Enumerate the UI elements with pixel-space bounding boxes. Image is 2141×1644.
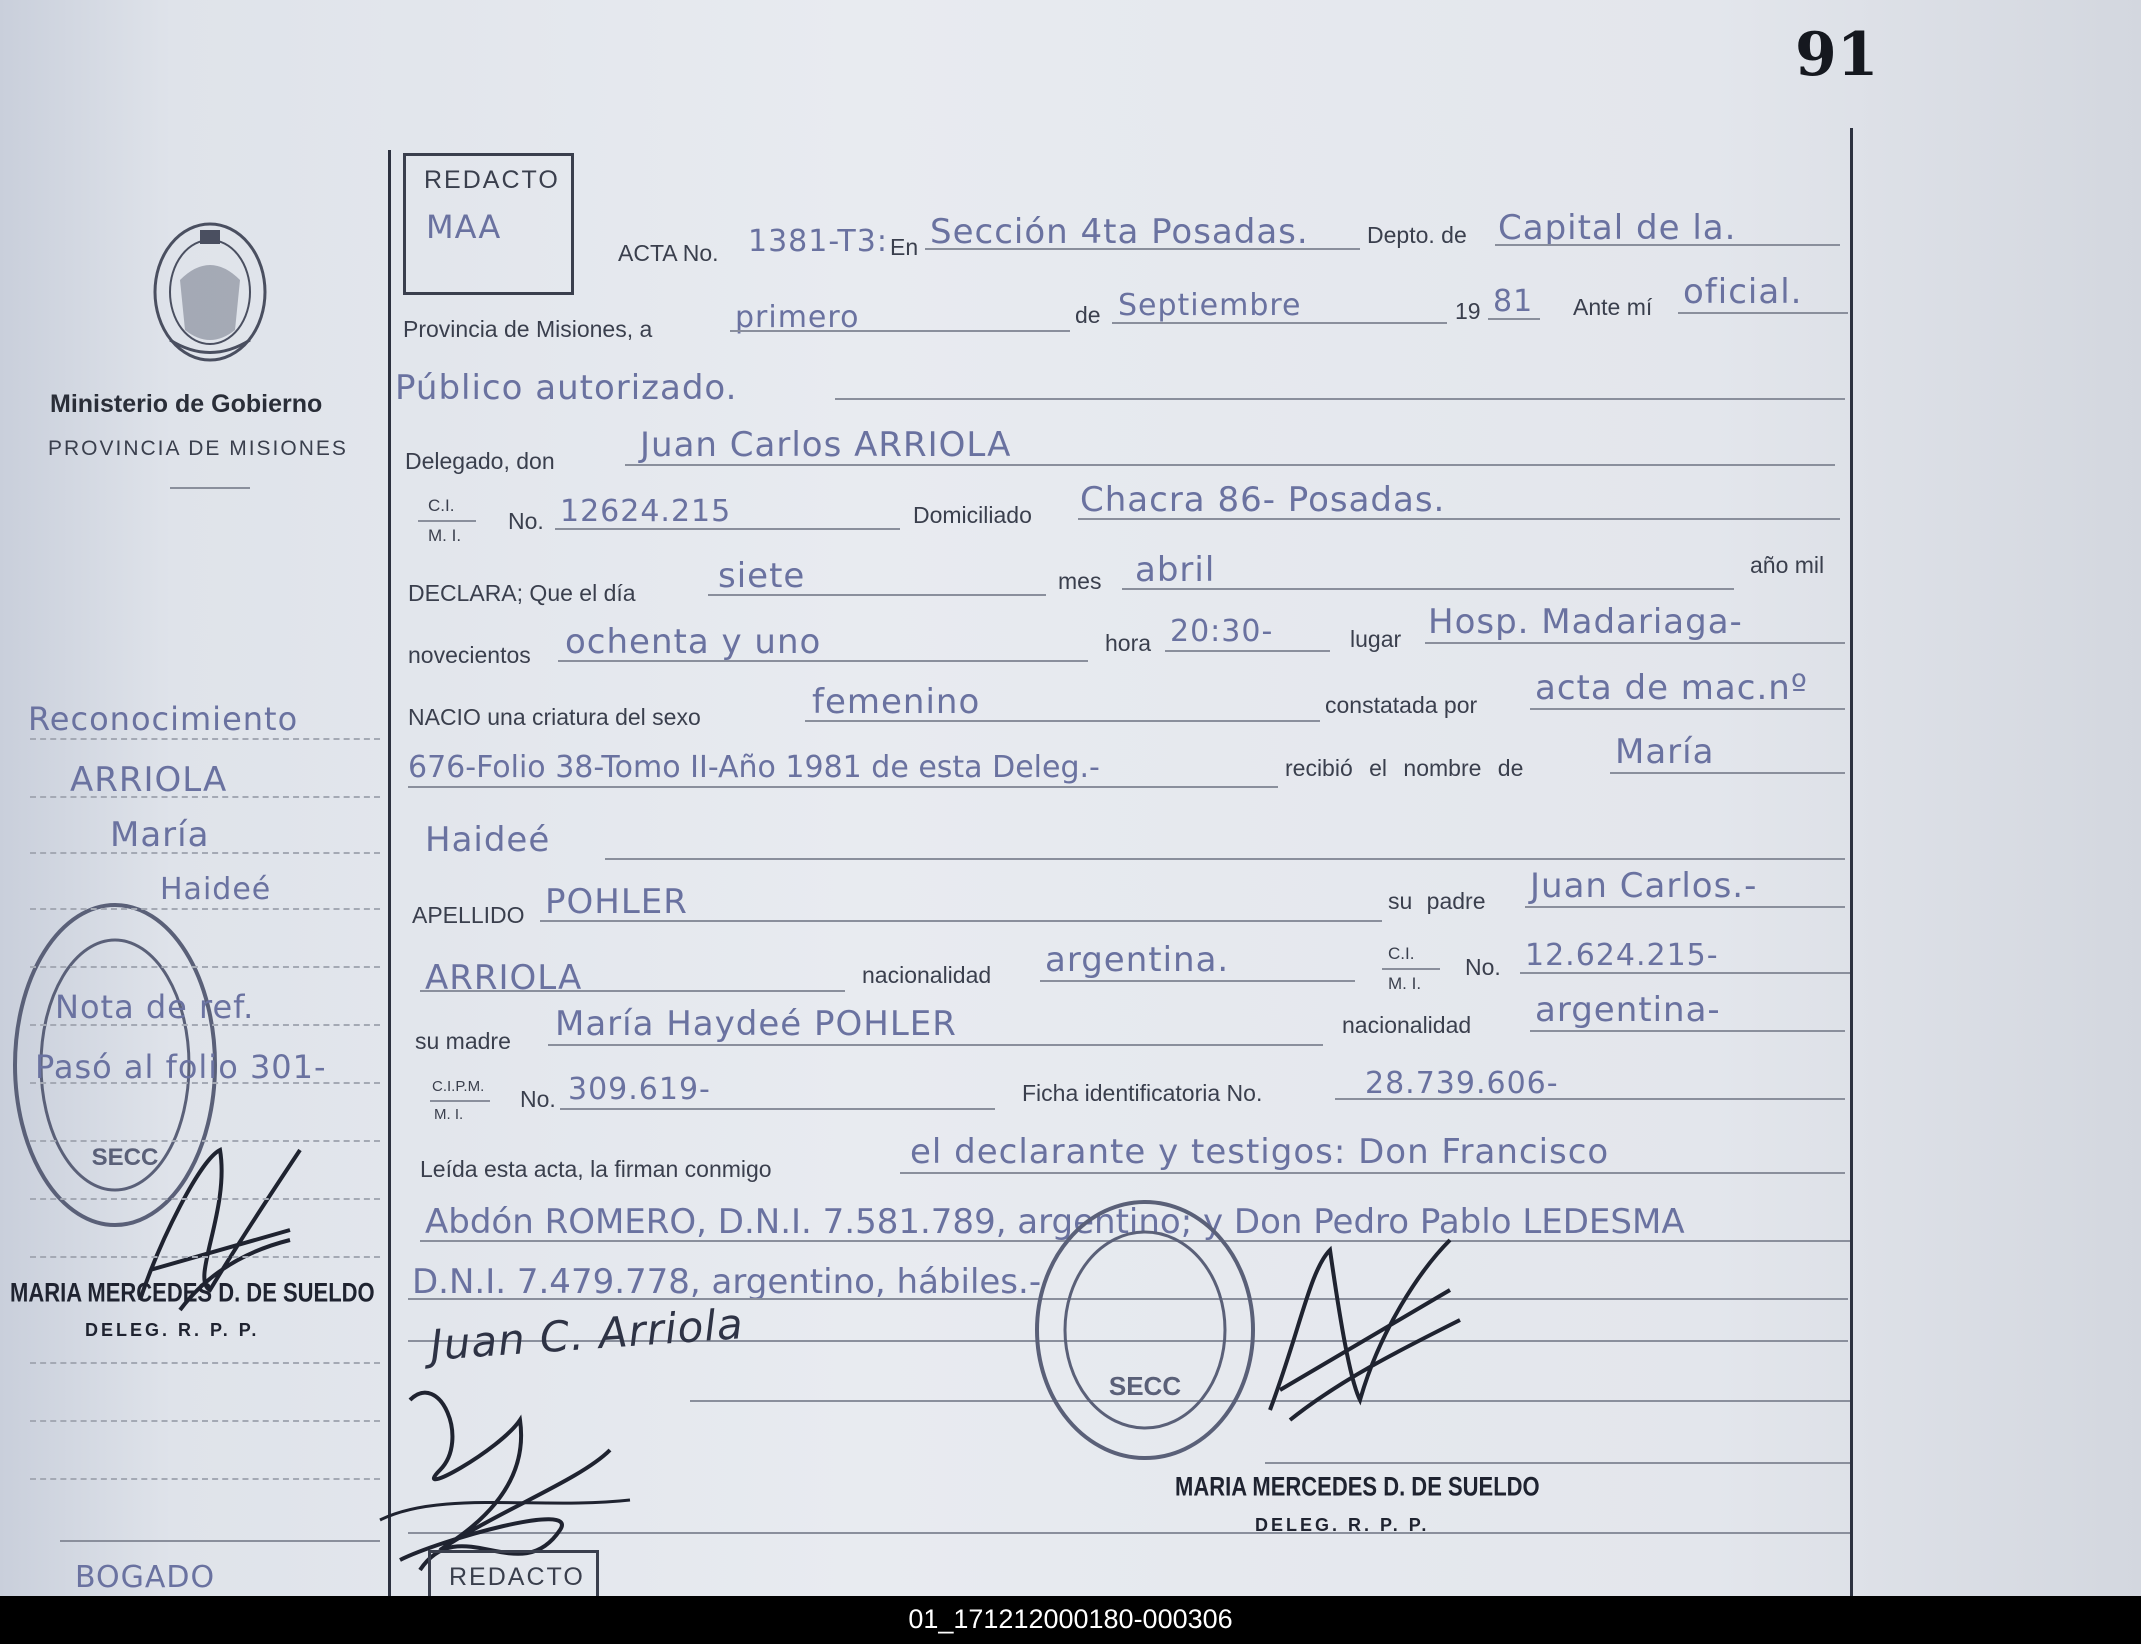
acta-value: 1381-T3: xyxy=(748,224,888,259)
delegate-name-stamp-left: MARIA MERCEDES D. DE SUELDO xyxy=(10,1277,375,1308)
nombre-value: María xyxy=(1615,732,1715,772)
registry-stamp-icon xyxy=(1030,1195,1260,1465)
testigo-2: D.N.I. 7.479.778, argentino, hábiles.- xyxy=(412,1262,1042,1302)
rule xyxy=(555,528,900,530)
ficha-value: 28.739.606- xyxy=(1365,1066,1559,1101)
mes-value: Septiembre xyxy=(1118,288,1302,323)
rule xyxy=(1265,1462,1850,1464)
scan-id-footer xyxy=(0,1596,2141,1644)
rule xyxy=(30,738,380,740)
padre-nacionalidad-label: nacionalidad xyxy=(862,962,992,988)
rule xyxy=(1112,322,1447,324)
margin-note-2: ARRIOLA xyxy=(70,760,228,800)
delegado-label: Delegado, don xyxy=(405,448,555,474)
rule xyxy=(30,1256,380,1258)
coat-of-arms-icon xyxy=(140,220,280,370)
testigo-1: Abdón ROMERO, D.N.I. 7.581.789, argentino; y Don Pedro Pablo LEDESMA xyxy=(425,1202,1685,1242)
mes-label: mes xyxy=(1058,568,1102,594)
en-value: Sección 4ta Posadas. xyxy=(930,212,1309,252)
delegado-value: Juan Carlos ARRIOLA xyxy=(640,425,1012,465)
madre-no-label: No. xyxy=(520,1086,556,1112)
novecientos-value: ochenta y uno xyxy=(565,622,822,662)
domicilio-value: Chacra 86- Posadas. xyxy=(1080,480,1446,520)
en-label: En xyxy=(890,234,919,260)
rule xyxy=(625,464,1835,466)
margin-note-3: María xyxy=(110,815,210,855)
declara-label: DECLARA; Que el día xyxy=(408,580,636,606)
scan-id-text: 01_171212000180-000306 xyxy=(908,1604,1233,1634)
rule xyxy=(420,990,845,992)
padre-apellido: ARRIOLA xyxy=(425,958,583,998)
rule xyxy=(1122,588,1734,590)
rule xyxy=(30,966,380,968)
year-prefix: 19 xyxy=(1455,298,1481,324)
rule xyxy=(1530,1030,1845,1032)
rule xyxy=(408,786,1278,788)
padre-id-type-top: C.I. xyxy=(1388,944,1415,963)
province-title: PROVINCIA DE MISIONES xyxy=(48,437,348,460)
apellido-label: APELLIDO xyxy=(412,902,525,928)
applicant-signature: Juan C. Arriola xyxy=(428,1299,746,1370)
rule xyxy=(1610,772,1845,774)
redacto-label: REDACTO xyxy=(424,166,560,194)
ante-value: oficial. xyxy=(1683,272,1803,312)
rule xyxy=(430,1100,490,1102)
rule xyxy=(1530,708,1845,710)
depto-label: Depto. de xyxy=(1367,222,1467,248)
rule xyxy=(60,1540,380,1542)
rule xyxy=(548,1044,1323,1046)
rule xyxy=(30,1420,380,1422)
nombre-cont: Haideé xyxy=(425,820,551,860)
delegate-title-stamp-left: DELEG. R. P. P. xyxy=(85,1320,260,1340)
ministry-title: Ministerio de Gobierno xyxy=(50,390,323,418)
anio-label: año mil xyxy=(1750,552,1825,578)
margin-note-4: Haideé xyxy=(160,872,272,907)
rule xyxy=(30,1362,380,1364)
rule xyxy=(30,796,380,798)
depto-value: Capital de la. xyxy=(1498,208,1737,248)
signature-scribble-right xyxy=(1250,1230,1470,1430)
rule xyxy=(30,852,380,854)
declara-dia-value: siete xyxy=(718,556,806,596)
rule xyxy=(1382,968,1440,970)
rule xyxy=(708,594,1046,596)
padre-id-value: 12.624.215- xyxy=(1525,938,1719,973)
margin-note-1: Reconocimiento xyxy=(28,700,299,738)
hora-value: 20:30- xyxy=(1170,614,1274,649)
acta-label: ACTA No. xyxy=(618,240,719,266)
madre-label: su madre xyxy=(415,1028,511,1054)
madre-id-value: 309.619- xyxy=(568,1072,711,1107)
redacto-box xyxy=(403,153,574,295)
rule xyxy=(730,330,1070,332)
leida-value: el declarante y testigos: Don Francisco xyxy=(910,1132,1610,1172)
margin-note-6: Pasó al folio 301- xyxy=(35,1048,327,1086)
padre-nac-value: argentina. xyxy=(1045,940,1230,980)
rule xyxy=(560,1108,995,1110)
domicilio-label: Domiciliado xyxy=(913,502,1032,528)
rule xyxy=(1040,980,1355,982)
ficha-label: Ficha identificatoria No. xyxy=(1022,1080,1263,1106)
margin-note-5: Nota de ref. xyxy=(55,988,255,1026)
rule xyxy=(1335,1098,1845,1100)
year-value: 81 xyxy=(1493,284,1534,319)
rule xyxy=(30,1082,380,1084)
rule xyxy=(540,920,1382,922)
acta-ref-value: 676-Folio 38-Tomo II-Año 1981 de esta Deleg.- xyxy=(408,750,1100,785)
rule xyxy=(30,908,380,910)
redacto-bottom-label: REDACTO xyxy=(449,1563,585,1591)
id-value: 12624.215 xyxy=(560,494,732,529)
id-type-top: C.I. xyxy=(428,496,455,515)
leida-label: Leída esta acta, la firman conmigo xyxy=(420,1156,772,1182)
novecientos-label: novecientos xyxy=(408,642,531,668)
lugar-value: Hosp. Madariaga- xyxy=(1428,602,1743,642)
rule xyxy=(1425,642,1845,644)
madre-id-bottom: M. I. xyxy=(434,1106,464,1123)
delegate-title-stamp-right: DELEG. R. P. P. xyxy=(1255,1515,1430,1535)
nacio-label: NACIO una criatura del sexo xyxy=(408,704,701,730)
rule xyxy=(30,1140,380,1142)
madre-nac-label: nacionalidad xyxy=(1342,1012,1472,1038)
rule xyxy=(1078,518,1840,520)
dia-value: primero xyxy=(735,300,860,335)
rule xyxy=(30,1024,380,1026)
rule xyxy=(1678,312,1848,314)
rule xyxy=(1495,244,1840,246)
line3-value: Público autorizado. xyxy=(395,368,738,408)
header-underline xyxy=(170,487,250,489)
provincia-label: Provincia de Misiones, a xyxy=(403,316,653,342)
hora-label: hora xyxy=(1105,630,1152,656)
rule xyxy=(900,1172,1845,1174)
padre-no-label: No. xyxy=(1465,954,1501,980)
recibio-label: recibió el nombre de xyxy=(1285,755,1524,781)
lugar-label: lugar xyxy=(1350,626,1402,652)
rule xyxy=(30,1198,380,1200)
rule xyxy=(1165,650,1330,652)
rule xyxy=(1525,906,1845,908)
no-label: No. xyxy=(508,508,544,534)
rule xyxy=(418,520,476,522)
rule xyxy=(605,858,1845,860)
rule xyxy=(558,660,1088,662)
madre-id-top: C.I.P.M. xyxy=(432,1078,485,1095)
apellido-value: POHLER xyxy=(545,882,688,922)
de-label: de xyxy=(1075,302,1101,328)
svg-text:SECC: SECC xyxy=(1108,1371,1182,1401)
padre-id-type-bottom: M. I. xyxy=(1388,974,1422,993)
padre-label: su padre xyxy=(1388,888,1486,914)
rule xyxy=(835,398,1845,400)
svg-text:SECC: SECC xyxy=(91,1144,159,1171)
right-border-line xyxy=(1850,128,1853,1596)
margin-note-partial: BOGADO xyxy=(75,1560,216,1595)
madre-value: María Haydeé POHLER xyxy=(555,1004,957,1044)
page-number: 91 xyxy=(1795,20,1879,90)
id-type-bottom: M. I. xyxy=(428,526,462,545)
rule xyxy=(925,248,1360,250)
constatada-value: acta de mac.nº xyxy=(1535,668,1808,708)
rule xyxy=(805,720,1320,722)
constatada-label: constatada por xyxy=(1325,692,1478,718)
ante-label: Ante mí xyxy=(1573,294,1653,320)
redacto-initials: MAA xyxy=(426,208,502,246)
rule xyxy=(1488,318,1540,320)
madre-nac-value: argentina- xyxy=(1535,990,1721,1030)
declara-mes-value: abril xyxy=(1135,550,1216,590)
rule xyxy=(30,1478,380,1480)
delegate-name-stamp-right: MARIA MERCEDES D. DE SUELDO xyxy=(1175,1471,1540,1502)
padre-value: Juan Carlos.- xyxy=(1530,866,1758,906)
rule xyxy=(1520,972,1850,974)
sexo-value: femenino xyxy=(812,682,981,722)
